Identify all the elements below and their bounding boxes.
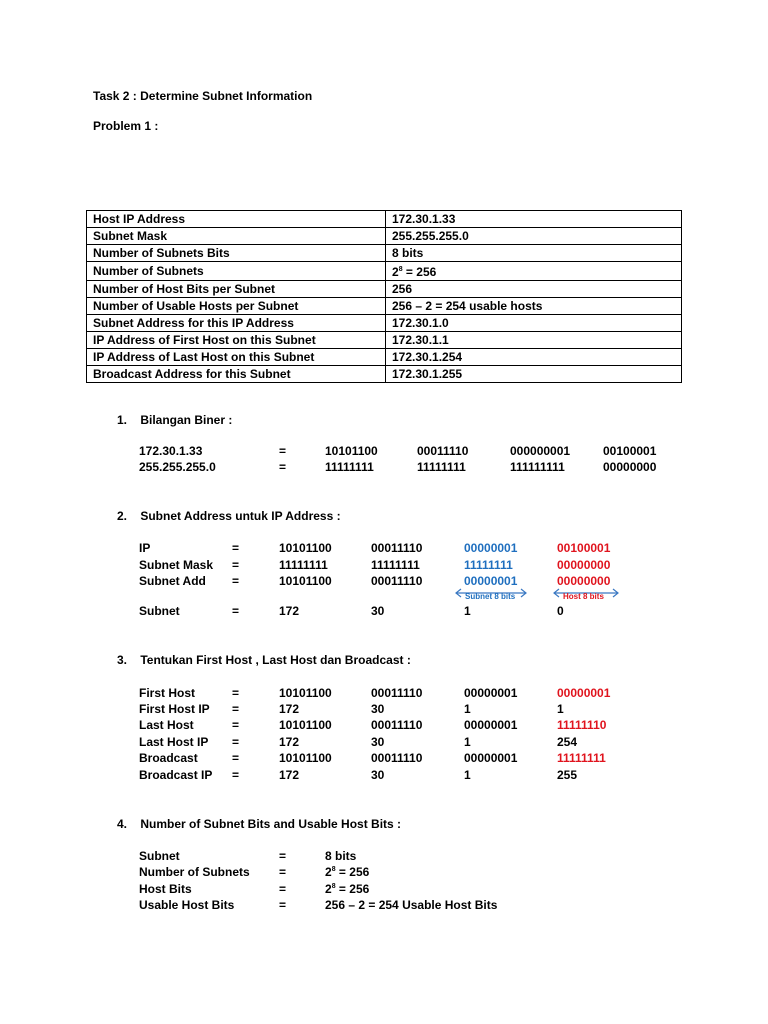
equals-sign: = [232, 768, 240, 782]
binary-octet-4: 00000001 [557, 686, 611, 700]
section1-row-label: 255.255.255.0 [139, 460, 216, 474]
equals-sign: = [232, 718, 240, 732]
binary-octet-4: 00000000 [603, 460, 657, 474]
power-result: = 256 [335, 865, 370, 879]
table-cell-value: 256 – 2 = 254 usable hosts [386, 298, 682, 315]
binary-octet-1: 11111111 [325, 460, 374, 474]
table-cell-value: 256 [386, 281, 682, 298]
table-cell-value: 172.30.1.33 [386, 211, 682, 228]
equals-sign: = [232, 604, 240, 618]
table-cell-label: Number of Host Bits per Subnet [87, 281, 386, 298]
binary-octet-1: 10101100 [279, 541, 332, 555]
binary-octet-2: 11111111 [417, 460, 466, 474]
section1-title: 1. Bilangan Biner : [117, 413, 233, 427]
table-cell-value: 8 bits [386, 245, 682, 262]
equals-sign: = [232, 702, 240, 716]
power-result: = 256 [402, 265, 437, 279]
table-row [87, 245, 682, 262]
power-result: = 256 [335, 882, 370, 896]
binary-octet-1: 10101100 [279, 751, 332, 765]
section2-row-label: Subnet Add [139, 574, 206, 588]
section3-row-label: Last Host IP [139, 735, 209, 749]
subnet-bits-label: Subnet 8 bits [465, 592, 516, 601]
decimal-octet-2: 30 [371, 702, 385, 716]
task-title: Task 2 : Determine Subnet Information [93, 89, 313, 103]
binary-octet-1: 11111111 [279, 558, 328, 572]
table-cell-value: 172.30.1.0 [386, 315, 682, 332]
num-subnets-value [325, 865, 369, 879]
table-cell-value [386, 262, 682, 281]
section2-row-label: IP [139, 541, 151, 555]
binary-octet-4: 11111111 [557, 751, 606, 765]
binary-octet-2: 11111111 [371, 558, 420, 572]
table-row [87, 315, 682, 332]
table-row [87, 349, 682, 366]
equals-sign: = [279, 898, 287, 912]
table-row [87, 281, 682, 298]
table-cell-value: 172.30.1.255 [386, 366, 682, 383]
decimal-octet-3: 1 [464, 735, 471, 749]
binary-octet-3: 00000001 [464, 574, 518, 588]
table-cell-label: Subnet Address for this IP Address [87, 315, 386, 332]
decimal-octet-4: 0 [557, 604, 564, 618]
binary-octet-4: 00000000 [557, 558, 611, 572]
subnet-value: 8 bits [325, 849, 357, 863]
binary-octet-4: 00100001 [557, 541, 611, 555]
power-exponent: 8 [331, 866, 336, 873]
equals-sign: = [279, 882, 287, 896]
table-cell-value: 255.255.255.0 [386, 228, 682, 245]
decimal-octet-1: 172 [279, 735, 300, 749]
table-row [87, 262, 682, 281]
problem-label: Problem 1 : [93, 119, 159, 133]
decimal-octet-1: 172 [279, 604, 300, 618]
table-cell-value: 172.30.1.1 [386, 332, 682, 349]
table-row [87, 228, 682, 245]
binary-octet-2: 00011110 [371, 541, 423, 555]
decimal-octet-4: 255 [557, 768, 578, 782]
table-cell-label: Number of Usable Hosts per Subnet [87, 298, 386, 315]
section1-row-label: 172.30.1.33 [139, 444, 203, 458]
section2-row-label: Subnet [139, 604, 180, 618]
binary-octet-3: 00000001 [464, 686, 518, 700]
host-bits-label: Host Bits [139, 882, 192, 896]
equals-sign: = [232, 541, 240, 555]
binary-octet-4: 00100001 [603, 444, 657, 458]
equals-sign: = [232, 751, 240, 765]
binary-octet-2: 00011110 [417, 444, 469, 458]
usable-host-bits-label: Usable Host Bits [139, 898, 235, 912]
table-cell-value: 172.30.1.254 [386, 349, 682, 366]
table-cell-label: Number of Subnets Bits [87, 245, 386, 262]
decimal-octet-2: 30 [371, 735, 385, 749]
binary-octet-4: 00000000 [557, 574, 611, 588]
binary-octet-1: 10101100 [325, 444, 378, 458]
binary-octet-2: 00011110 [371, 574, 423, 588]
power-base: 2 [392, 265, 399, 279]
table-row [87, 366, 682, 383]
equals-sign: = [279, 865, 287, 879]
decimal-octet-1: 172 [279, 768, 300, 782]
subnet-info-table [86, 210, 682, 383]
binary-octet-1: 10101100 [279, 686, 332, 700]
section3-row-label: Broadcast IP [139, 768, 213, 782]
equals-sign: = [279, 444, 287, 458]
table-cell-label: Number of Subnets [87, 262, 386, 281]
section4-title: 4. Number of Subnet Bits and Usable Host Bits : [117, 817, 402, 831]
power-base: 2 [325, 865, 332, 879]
equals-sign: = [279, 849, 287, 863]
decimal-octet-4: 1 [557, 702, 564, 716]
table-cell-label: Host IP Address [87, 211, 386, 228]
table-cell-label: Broadcast Address for this Subnet [87, 366, 386, 383]
binary-octet-2: 00011110 [371, 751, 423, 765]
table-cell-label: Subnet Mask [87, 228, 386, 245]
host-bits-label: Host 8 bits [563, 592, 604, 601]
num-subnets-label: Number of Subnets [139, 865, 250, 879]
decimal-octet-3: 1 [464, 702, 471, 716]
binary-octet-3: 00000001 [464, 718, 518, 732]
table-cell-label: IP Address of First Host on this Subnet [87, 332, 386, 349]
binary-octet-3: 111111111 [510, 460, 565, 474]
section3-row-label: Broadcast [139, 751, 198, 765]
binary-octet-2: 00011110 [371, 718, 423, 732]
binary-octet-3: 00000001 [464, 541, 518, 555]
section2-title: 2. Subnet Address untuk IP Address : [117, 509, 341, 523]
power-base: 2 [325, 882, 332, 896]
equals-sign: = [279, 460, 287, 474]
decimal-octet-1: 172 [279, 702, 300, 716]
decimal-octet-2: 30 [371, 768, 385, 782]
equals-sign: = [232, 574, 240, 588]
decimal-octet-3: 1 [464, 604, 471, 618]
section3-row-label: First Host [139, 686, 196, 700]
section3-row-label: Last Host [139, 718, 194, 732]
table-cell-label: IP Address of Last Host on this Subnet [87, 349, 386, 366]
subnet-label: Subnet [139, 849, 180, 863]
binary-octet-2: 00011110 [371, 686, 423, 700]
section2-row-label: Subnet Mask [139, 558, 214, 572]
binary-octet-3: 11111111 [464, 558, 513, 572]
decimal-octet-4: 254 [557, 735, 578, 749]
binary-octet-1: 10101100 [279, 574, 332, 588]
equals-sign: = [232, 735, 240, 749]
binary-octet-3: 00000001 [464, 751, 518, 765]
decimal-octet-2: 30 [371, 604, 385, 618]
host-bits-value [325, 882, 369, 896]
usable-host-bits-value: 256 – 2 = 254 Usable Host Bits [325, 898, 498, 912]
power-exponent: 8 [398, 266, 403, 273]
binary-octet-1: 10101100 [279, 718, 332, 732]
binary-octet-3: 000000001 [510, 444, 571, 458]
table-row [87, 211, 682, 228]
table-row [87, 298, 682, 315]
binary-octet-4: 11111110 [557, 718, 607, 732]
equals-sign: = [232, 558, 240, 572]
decimal-octet-3: 1 [464, 768, 471, 782]
table-row [87, 332, 682, 349]
equals-sign: = [232, 686, 240, 700]
section3-title: 3. Tentukan First Host , Last Host dan Broadcast : [117, 653, 411, 667]
section3-row-label: First Host IP [139, 702, 210, 716]
power-exponent: 8 [331, 883, 336, 890]
